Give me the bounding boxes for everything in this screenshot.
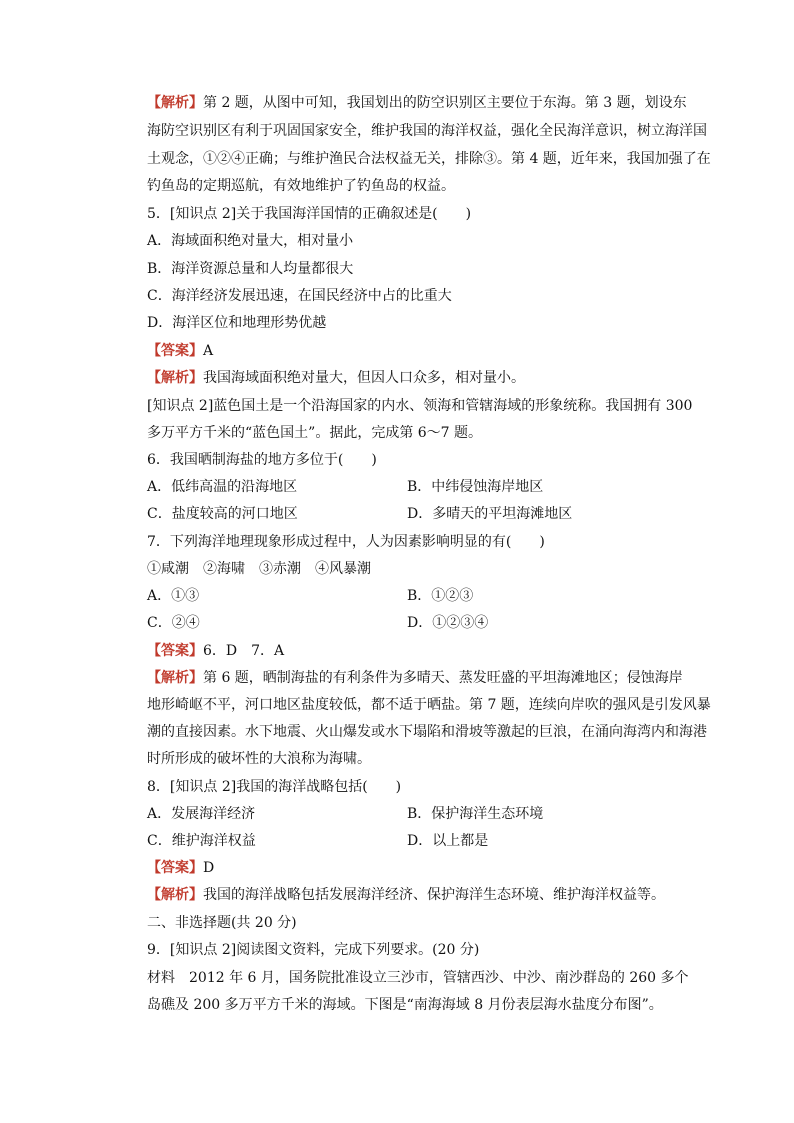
question-7-option-c: C．②④ [147, 615, 200, 631]
question-8-stem: 8．[知识点 2]我国的海洋战略包括( ) [147, 779, 402, 795]
answer-tag: 【答案】 [147, 343, 203, 359]
answer-tag: 【答案】 [147, 643, 203, 659]
analysis-q2-4-line-4: 钓鱼岛的定期巡航，有效地维护了钓鱼岛的权益。 [147, 178, 455, 194]
question-8-option-d: D．以上都是 [407, 833, 489, 849]
question-5-stem: 5．[知识点 2]关于我国海洋国情的正确叙述是( ) [147, 206, 472, 222]
question-6-option-c: C．盐度较高的河口地区 [147, 506, 298, 522]
question-6-options-row-1 [147, 477, 297, 497]
question-5-answer: 【答案】A [147, 343, 214, 359]
question-5-option-a: A．海域面积绝对量大，相对量小 [147, 233, 354, 249]
question-6-7-answer: 【答案】6．D 7．A [147, 643, 285, 659]
analysis-tag: 【解析】 [147, 370, 203, 386]
question-8-answer: 【答案】D [147, 860, 215, 876]
question-7-stem: 7．下列海洋地理现象形成过程中，人为因素影响明显的有( ) [147, 534, 545, 550]
question-8-option-b: B．保护海洋生态环境 [407, 806, 544, 822]
analysis-tag: 【解析】 [147, 670, 203, 686]
question-7-option-a: A．①③ [147, 588, 200, 604]
question-6-option-d: D．多晴天的平坦海滩地区 [407, 506, 573, 522]
question-6-option-b: B．中纬侵蚀海岸地区 [407, 479, 544, 495]
analysis-q6-7-line-1: 【解析】第 6 题，晒制海盐的有利条件为多晴天、蒸发旺盛的平坦海滩地区；侵蚀海岸 [147, 670, 683, 686]
question-9-material-line-2: 岛礁及 200 多万平方千米的海域。下图是“南海海域 8 月份表层海水盐度分布图”。 [147, 997, 663, 1013]
question-6-stem: 6．我国晒制海盐的地方多位于( ) [147, 452, 377, 468]
section-heading: 二、非选择题(共 20 分) [147, 915, 297, 931]
answer-tag: 【答案】 [147, 860, 203, 876]
question-8-analysis: 【解析】我国的海洋战略包括发展海洋经济、保护海洋生态环境、维护海洋权益等。 [147, 887, 665, 903]
question-8-option-c: C．维护海洋权益 [147, 833, 256, 849]
analysis-q2-4-line-2: 海防空识别区有利于巩固国家安全，维护我国的海洋权益，强化全民海洋意识，树立海洋国 [147, 123, 707, 139]
question-7-option-b: B．①②③ [407, 588, 474, 604]
question-5-option-d: D．海洋区位和地理形势优越 [147, 315, 327, 331]
question-9-material-line-1: 材料 2012 年 6 月，国务院批准设立三沙市，管辖西沙、中沙、南沙群岛的 260 多个 [147, 970, 689, 986]
analysis-q6-7-line-2: 地形崎岖不平，河口地区盐度较低，都不适于晒盐。第 7 题，连续向岸吹的强风是引发风暴 [147, 697, 711, 713]
question-5-analysis: 【解析】我国海域面积绝对量大，但因人口众多，相对量小。 [147, 370, 525, 386]
analysis-q2-4-line-3: 土观念，①②④正确；与维护渔民合法权益无关，排除③。第 4 题，近年来，我国加强了在 [147, 151, 711, 167]
question-7-items: ①咸潮 ②海啸 ③赤潮 ④风暴潮 [147, 561, 371, 577]
question-6-option-a: A．低纬高温的沿海地区 [147, 479, 298, 495]
analysis-q2-4-line-1: 【解析】第 2 题，从图中可知，我国划出的防空识别区主要位于东海。第 3 题，划设东 [147, 95, 687, 111]
question-8-option-a: A．发展海洋经济 [147, 806, 256, 822]
question-5-option-b: B．海洋资源总量和人均量都很大 [147, 261, 354, 277]
question-7-option-d: D．①②③④ [407, 615, 489, 631]
intro-line-1: [知识点 2]蓝色国土是一个沿海国家的内水、领海和管辖海域的形象统称。我国拥有 300 [147, 398, 693, 414]
analysis-tag: 【解析】 [147, 95, 203, 111]
intro-line-2: 多万平方千米的“蓝色国土”。据此，完成第 6～7 题。 [147, 425, 483, 441]
analysis-tag: 【解析】 [147, 887, 203, 903]
question-5-option-c: C．海洋经济发展迅速，在国民经济中占的比重大 [147, 288, 452, 304]
analysis-q6-7-line-4: 时所形成的破坏性的大浪称为海啸。 [147, 751, 371, 767]
question-9-stem: 9．[知识点 2]阅读图文资料，完成下列要求。(20 分) [147, 942, 480, 958]
analysis-q6-7-line-3: 潮的直接因素。水下地震、火山爆发或水下塌陷和滑坡等激起的巨浪，在涌向海湾内和海港 [147, 724, 707, 740]
